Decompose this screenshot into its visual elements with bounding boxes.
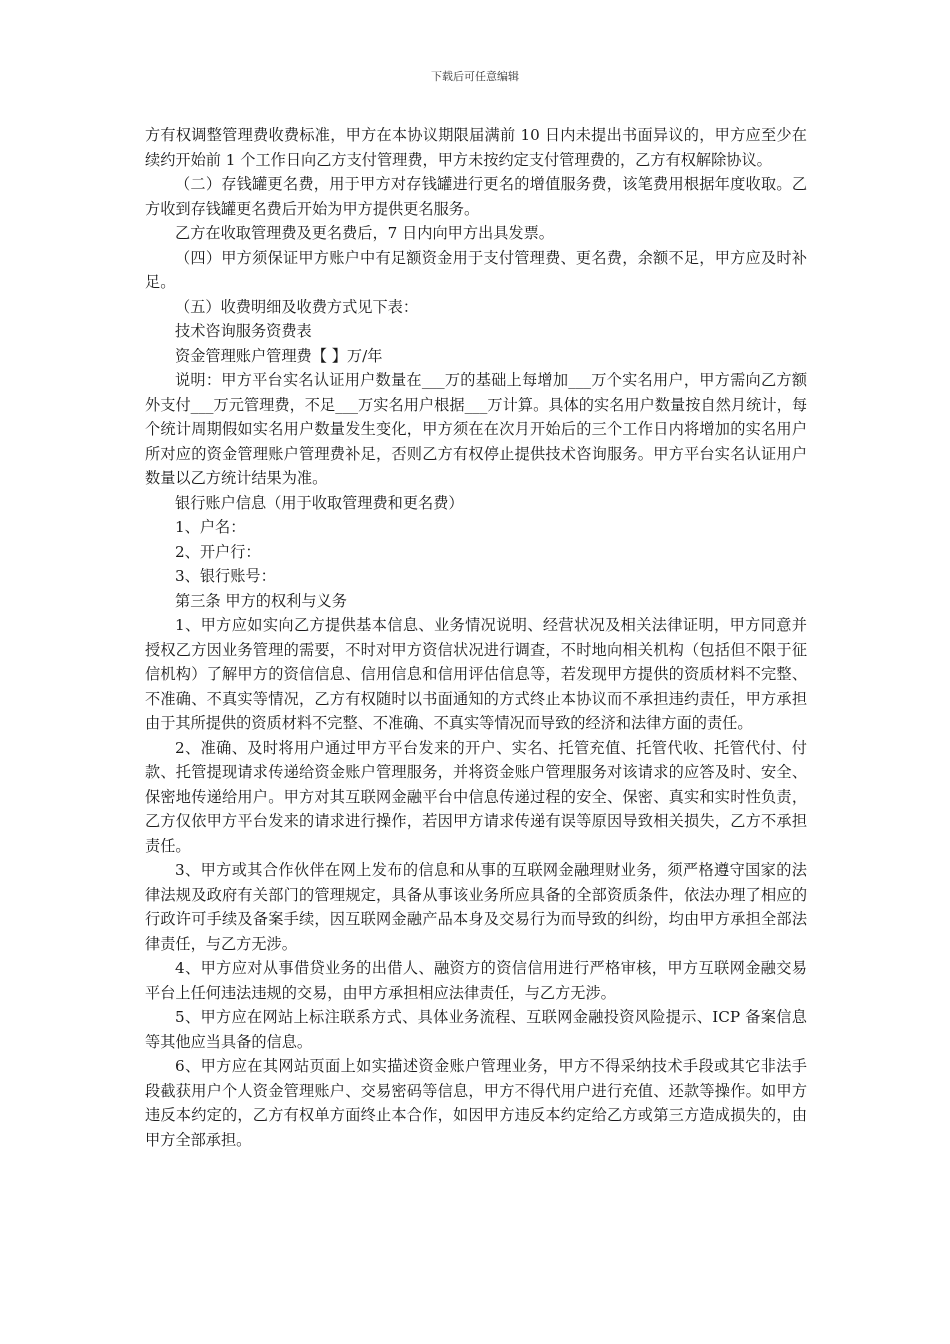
paragraph: （二）存钱罐更名费，用于甲方对存钱罐进行更名的增值服务费，该笔费用根据年度收取。乙方收到存钱罐更名费后开始为甲方提供更名服务。 (145, 175, 807, 218)
paragraph: 1、户名： (175, 518, 246, 536)
paragraph: 技术咨询服务资费表 (175, 322, 312, 340)
paragraph: 4、甲方应对从事借贷业务的出借人、融资方的资信信用进行严格审核，甲方互联网金融交易平台上任何违法违规的交易，由甲方承担相应法律责任，与乙方无涉。 (145, 959, 807, 1002)
paragraph: （五）收费明细及收费方式见下表： (175, 297, 418, 316)
paragraph: 3、银行账号： (175, 567, 276, 585)
paragraph: 方有权调整管理费收费标准，甲方在本协议期限届满前 10 日内未提出书面异议的，甲方应至少在续约开始前 1 个工作日向乙方支付管理费，甲方未按约定支付管理费的，乙方有权解除协议。 (145, 126, 807, 169)
paragraph: 银行账户信息（用于收取管理费和更名费） (175, 493, 464, 512)
paragraph: 2、开户行： (175, 542, 261, 561)
page-header: 下载后可任意编辑 (431, 70, 519, 83)
document-body (145, 123, 807, 1152)
paragraph: （四）甲方须保证甲方账户中有足额资金用于支付管理费、更名费，余额不足，甲方应及时补足。 (145, 248, 807, 291)
paragraph: 5、甲方应在网站上标注联系方式、具体业务流程、互联网金融投资风险提示、ICP 备案信息等其他应当具备的信息。 (145, 1008, 807, 1051)
paragraph: 6、甲方应在其网站页面上如实描述资金账户管理业务，甲方不得采纳技术手段或其它非法手段截获用户个人资金管理账户、交易密码等信息，甲方不得代用户进行充值、还款等操作。如甲方违反本约定的，乙方有权单方面终止本合作，如因甲方违反本约定给乙方或第三方造成损失的，由甲方全部承担。 (145, 1057, 807, 1149)
paragraph: 说明：甲方平台实名认证用户数量在___万的基础上每增加___万个实名用户，甲方需向乙方额外支付___万元管理费，不足___万实名用户根据___万计算。具体的实名用户数量按自然月统计，每个统计周期假如实名用户数量发生变化，甲方须在在次月开始后的三个工作日内将增加的实名用户所对应的资金管理账户管理费补足，否则乙方有权停止提供技术咨询服务。甲方平台实名认证用户数量以乙方统计结果为准。 (145, 371, 807, 487)
paragraph: 3、甲方或其合作伙伴在网上发布的信息和从事的互联网金融理财业务，须严格遵守国家的法律法规及政府有关部门的管理规定，具备从事该业务所应具备的全部资质条件，依法办理了相应的行政许可手续及备案手续，因互联网金融产品本身及交易行为而导致的纠纷，均由甲方承担全部法律责任，与乙方无涉。 (145, 861, 807, 953)
paragraph: 第三条 甲方的权利与义务 (175, 591, 347, 610)
paragraph: 1、甲方应如实向乙方提供基本信息、业务情况说明、经营状况及相关法律证明，甲方同意并授权乙方因业务管理的需要，不时对甲方资信状况进行调查，不时地向相关机构（包括但不限于征信机构）了解甲方的资信信息、信用信息和信用评估信息等，若发现甲方提供的资质材料不完整、不准确、不真实等情况，乙方有权随时以书面通知的方式终止本协议而不承担违约责任，甲方承担由于其所提供的资质材料不完整、不准确、不真实等情况而导致的经济和法律方面的责任。 (145, 616, 807, 732)
paragraph: 资金管理账户管理费【 】万/年 (175, 346, 383, 365)
paragraph: 2、准确、及时将用户通过甲方平台发来的开户、实名、托管充值、托管代收、托管代付、付款、托管提现请求传递给资金账户管理服务，并将资金账户管理服务对该请求的应答及时、安全、保密地传递给用户。甲方对其互联网金融平台中信息传递过程的安全、保密、真实和实时性负责，乙方仅依甲方平台发来的请求进行操作，若因甲方请求传递有误等原因导致相关损失，乙方不承担责任。 (145, 738, 807, 855)
paragraph: 乙方在收取管理费及更名费后，7 日内向甲方出具发票。 (175, 224, 554, 242)
